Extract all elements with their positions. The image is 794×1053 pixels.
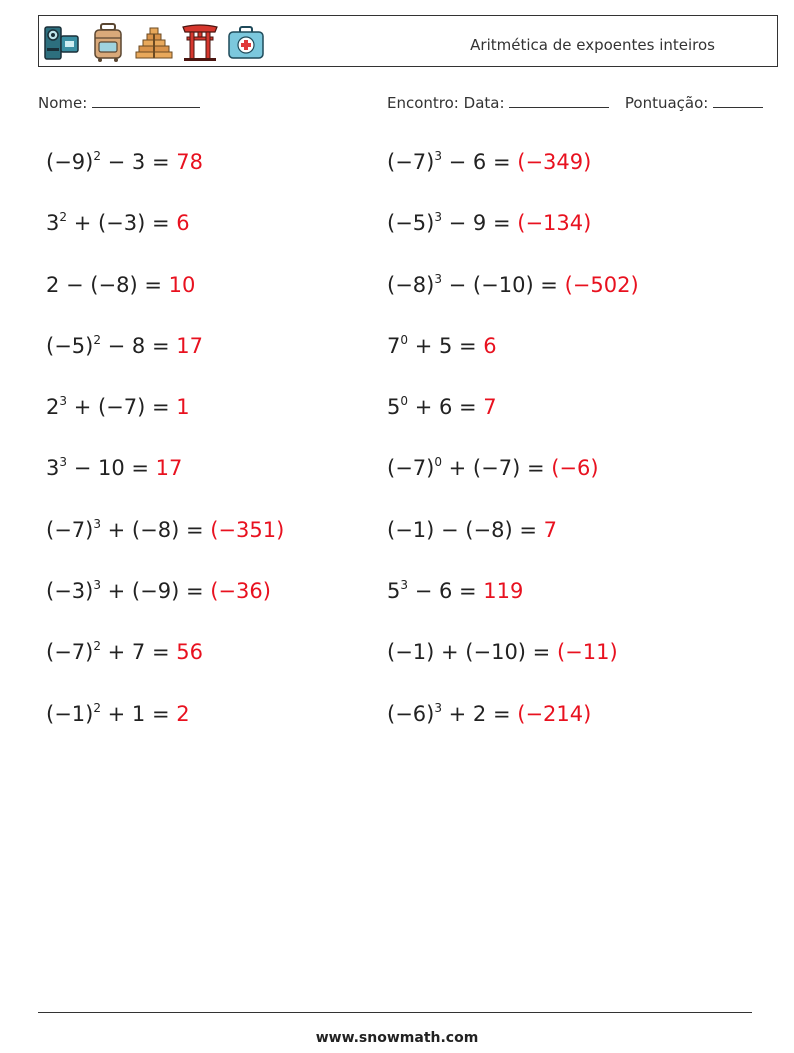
problem-base: (−7) <box>387 456 435 481</box>
name-field[interactable] <box>38 93 200 112</box>
problem-operation: = <box>512 517 544 542</box>
problem-answer: 6 <box>483 333 497 358</box>
problem-operation: − (−10) = <box>441 272 565 297</box>
problem-operation: − 6 = <box>408 579 484 604</box>
problem-answer: 1 <box>176 395 190 420</box>
problem-operation: = <box>526 640 557 665</box>
problem-exponent: 3 <box>434 700 442 715</box>
score-blank[interactable] <box>713 93 763 108</box>
problem-base: (−1) + (−10) <box>387 640 526 665</box>
worksheet-header <box>38 15 778 67</box>
problem-row <box>46 444 284 505</box>
problem-exponent: 2 <box>93 700 101 715</box>
problem-base: (−8) <box>387 272 435 297</box>
problem-base: (−6) <box>387 701 435 726</box>
problem-exponent: 2 <box>93 332 101 347</box>
problem-base: (−9) <box>46 150 94 174</box>
problem-exponent: 0 <box>400 394 409 409</box>
problem-operation: + 2 = <box>441 701 518 726</box>
problem-exponent: 0 <box>400 332 409 347</box>
problem-row <box>387 444 639 505</box>
problem-row <box>46 690 284 751</box>
problem-answer: (−214) <box>517 701 592 726</box>
header-icons <box>43 22 265 62</box>
problem-row <box>46 199 284 260</box>
problem-answer: (−134) <box>517 211 592 236</box>
problem-row <box>387 690 639 751</box>
problem-answer: 17 <box>155 456 183 481</box>
problem-exponent: 3 <box>59 394 68 409</box>
problem-row <box>46 138 284 199</box>
problem-answer: 6 <box>176 211 190 236</box>
problem-operation: + 7 = <box>100 640 177 665</box>
problem-base: 2 − (−8) <box>46 272 138 297</box>
problem-operation: + (−8) = <box>100 517 211 542</box>
problem-exponent: 2 <box>93 149 101 163</box>
problem-operation: + 1 = <box>100 701 177 726</box>
meeting-date-score-fields <box>387 93 763 112</box>
problem-answer: 119 <box>483 579 524 604</box>
problem-row <box>46 322 284 383</box>
problem-exponent: 3 <box>400 578 409 593</box>
problem-base: 5 <box>387 395 401 420</box>
footer-url: www.snowmath.com <box>315 1030 479 1046</box>
problem-base: (−7) <box>46 517 94 542</box>
problem-operation: + (−9) = <box>100 579 211 604</box>
problem-operation: − 9 = <box>441 211 518 236</box>
score-label: Pontuação: <box>624 94 709 112</box>
meeting-label: Encontro: <box>387 94 459 112</box>
problem-row <box>387 383 639 444</box>
problem-operation: − 6 = <box>441 150 518 174</box>
problem-answer: 7 <box>543 517 557 542</box>
torii-gate-icon <box>181 22 219 62</box>
problem-row <box>46 383 284 444</box>
problem-base: (−3) <box>46 579 94 604</box>
worksheet-title: Aritmética de expoentes inteiros <box>470 36 715 54</box>
problem-exponent: 3 <box>434 271 442 286</box>
problem-exponent: 3 <box>59 455 68 470</box>
problem-row <box>387 199 639 260</box>
video-camera-icon <box>43 22 81 62</box>
problem-row <box>387 322 639 383</box>
problem-exponent: 2 <box>59 210 68 225</box>
problem-base: 5 <box>387 579 401 604</box>
problem-operation: + (−3) = <box>67 211 177 236</box>
problem-exponent: 3 <box>434 149 442 163</box>
problem-exponent: 3 <box>434 210 442 225</box>
suitcase-icon <box>89 22 127 62</box>
problem-answer: 56 <box>176 640 203 665</box>
pyramid-icon <box>135 22 173 62</box>
problem-answer: (−349) <box>517 150 592 174</box>
date-blank[interactable] <box>509 93 609 108</box>
problem-exponent: 0 <box>434 455 442 470</box>
problem-answer: (−6) <box>551 456 599 481</box>
problem-answer: 78 <box>176 150 203 174</box>
problem-base: 2 <box>46 395 60 420</box>
problem-operation: + 5 = <box>408 333 484 358</box>
problem-base: (−1) − (−8) <box>387 517 513 542</box>
problem-row <box>387 567 639 628</box>
problem-base: (−7) <box>46 640 94 665</box>
problems-left-column <box>46 138 284 751</box>
problem-operation: − 8 = <box>100 333 177 358</box>
problem-row <box>387 261 639 322</box>
problem-row <box>46 567 284 628</box>
problem-operation: − 10 = <box>67 456 156 481</box>
problem-base: 3 <box>46 211 60 236</box>
problem-answer: 10 <box>168 272 196 297</box>
problem-operation: + (−7) = <box>67 395 177 420</box>
problem-row <box>387 138 639 199</box>
name-blank[interactable] <box>92 93 200 108</box>
problem-base: (−5) <box>387 211 435 236</box>
problem-answer: 17 <box>176 333 203 358</box>
problem-row <box>46 506 284 567</box>
problem-base: (−1) <box>46 701 94 726</box>
problem-row <box>46 261 284 322</box>
problem-answer: 2 <box>176 701 190 726</box>
first-aid-kit-icon <box>227 22 265 62</box>
problem-operation: − 3 = <box>100 150 177 174</box>
name-label: Nome: <box>38 94 88 112</box>
problem-operation: = <box>137 272 169 297</box>
problem-operation: + (−7) = <box>441 456 552 481</box>
problem-answer: (−36) <box>210 579 271 604</box>
problem-answer: 7 <box>483 395 497 420</box>
problem-exponent: 2 <box>93 639 101 654</box>
problem-base: (−5) <box>46 333 94 358</box>
footer-divider <box>38 1012 752 1013</box>
problem-row <box>46 628 284 689</box>
problems-right-column <box>387 138 639 751</box>
problem-exponent: 3 <box>93 516 101 531</box>
problem-row <box>387 628 639 689</box>
problem-answer: (−502) <box>564 272 639 297</box>
problem-base: 7 <box>387 333 401 358</box>
problem-answer: (−351) <box>210 517 285 542</box>
date-label: Data: <box>463 94 505 112</box>
problem-base: 3 <box>46 456 60 481</box>
problem-answer: (−11) <box>556 640 618 665</box>
problem-exponent: 3 <box>93 578 101 593</box>
problem-operation: + 6 = <box>408 395 484 420</box>
problem-row <box>387 506 639 567</box>
problem-base: (−7) <box>387 150 435 174</box>
